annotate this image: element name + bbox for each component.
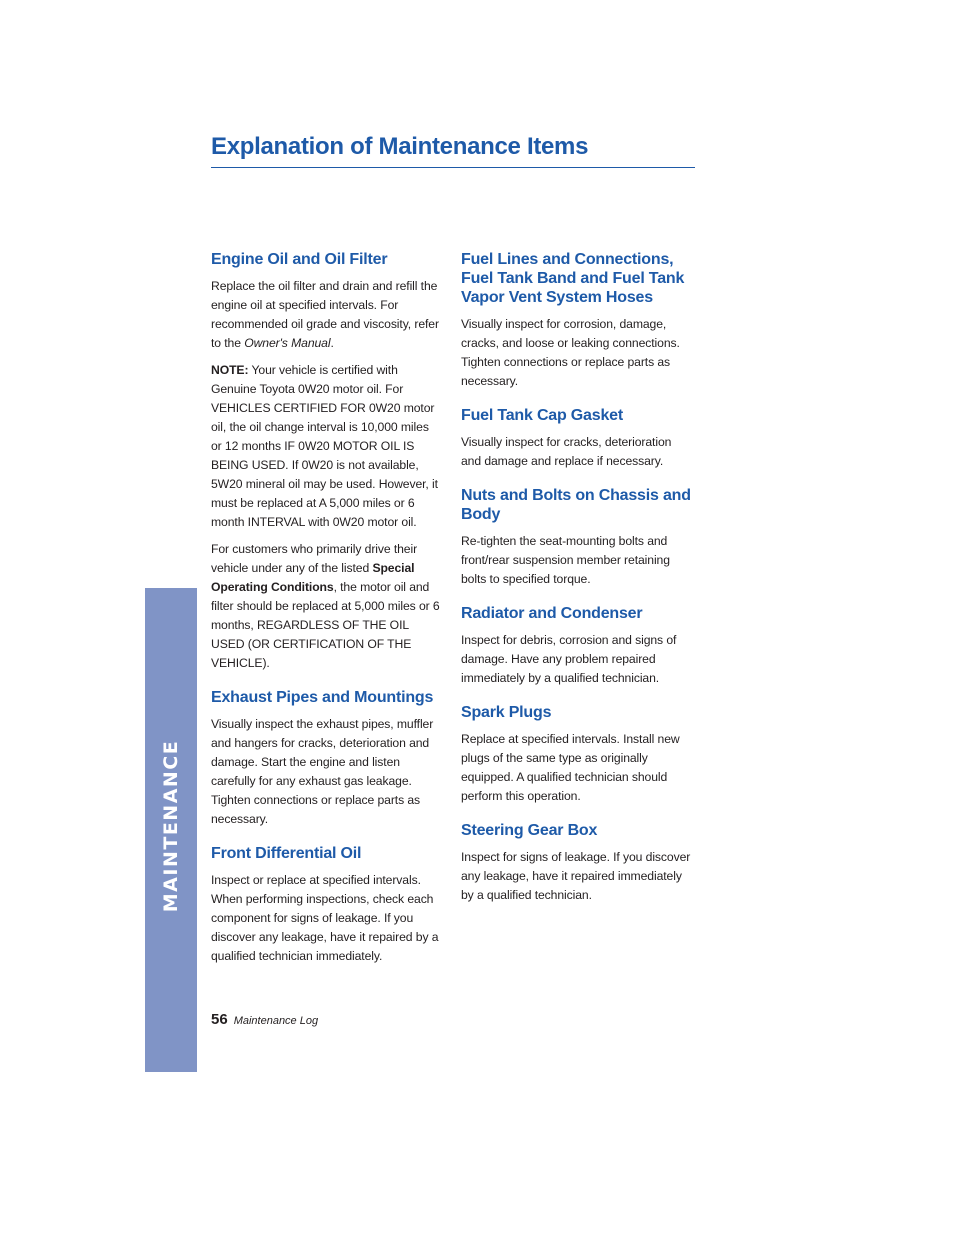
note-paragraph	[211, 361, 441, 532]
note-label: NOTE:	[211, 363, 249, 377]
section-paragraph: Inspect for signs of leakage. If you discover any leakage, have it repaired immediately by a qualified technician.	[461, 850, 691, 902]
paragraph-text: For customers who primarily drive their vehicle under any of the listed	[211, 542, 418, 575]
section-spark-plugs	[461, 703, 693, 806]
section-fuel-cap	[461, 406, 693, 471]
section-paragraph	[211, 540, 441, 673]
paragraph-text: , the motor oil and filter should be replaced at 5,000 miles or 6 months, REGARDLESS OF THE OIL USED (OR CERTIFICATION OF THE VEHICLE).	[211, 580, 440, 670]
page-title: Explanation of Maintenance Items	[211, 133, 589, 160]
section-nuts-bolts	[461, 486, 693, 589]
section-front-differential	[211, 844, 441, 966]
note-text: Your vehicle is certified with Genuine Toyota 0W20 motor oil. For VEHICLES CERTIFIED FOR 0W20 motor oil, the oil change interval is 10,000 miles or 12 months IF 0W20 MOTOR OIL IS BEING USED. If 0W20 is not available, 5W20 mineral oil may be used. However, it must be replaced at A 5,000 miles or 6 month INTERVAL with 0W20 motor oil.	[211, 363, 438, 529]
section-paragraph	[211, 277, 441, 353]
section-paragraph: Re-tighten the seat-mounting bolts and front/rear suspension member retaining bolts to specified torque.	[461, 534, 670, 586]
special-conditions-term: Special Operating Conditions	[211, 561, 415, 594]
section-paragraph: Inspect for debris, corrosion and signs of damage. Have any problem repaired immediately by a qualified technician.	[461, 633, 677, 685]
page-number: 56	[211, 1011, 228, 1028]
title-divider	[211, 167, 695, 168]
section-paragraph: Visually inspect for corrosion, damage, cracks, and loose or leaking connections. Tighten connections or replace parts as necessary.	[461, 317, 680, 388]
section-paragraph: Visually inspect the exhaust pipes, muffler and hangers for cracks, deterioration and damage. Start the engine and listen carefully for any exhaust gas leakage. Tighten connections or replace parts as necessary.	[211, 717, 434, 826]
paragraph-text: .	[330, 336, 334, 350]
footer-label: Maintenance Log	[233, 1015, 319, 1027]
section-paragraph: Replace at specified intervals. Install new plugs of the same type as originally equipped. A qualified technician should perform this operation.	[461, 732, 680, 803]
section-title: Fuel Lines and Connections, Fuel Tank Band and Fuel Tank Vapor Vent System Hoses	[461, 251, 685, 306]
section-fuel-lines	[461, 250, 693, 391]
section-steering	[461, 821, 693, 905]
section-engine-oil	[211, 250, 441, 673]
section-title: Steering Gear Box	[461, 822, 598, 839]
section-radiator	[461, 604, 693, 688]
section-exhaust	[211, 688, 441, 829]
right-column	[461, 250, 693, 920]
section-title: Front Differential Oil	[211, 845, 362, 862]
section-title: Fuel Tank Cap Gasket	[461, 407, 623, 424]
side-tab-label: MAINTENANCE	[160, 739, 182, 913]
section-paragraph: Visually inspect for cracks, deterioration and damage and replace if necessary.	[461, 435, 672, 468]
section-title: Radiator and Condenser	[461, 605, 643, 622]
section-paragraph: Inspect or replace at specified intervals. When performing inspections, check each component for signs of leakage. If you discover any leakage, have it repaired by a qualified technician immediately.	[211, 873, 439, 963]
section-title: Exhaust Pipes and Mountings	[211, 689, 434, 706]
section-title: Engine Oil and Oil Filter	[211, 251, 388, 268]
manual-reference: Owner's Manual	[244, 336, 331, 350]
paragraph-text: Replace the oil filter and drain and refill the engine oil at specified intervals. For recommended oil grade and viscosity, refer to the	[211, 279, 439, 350]
section-title: Spark Plugs	[461, 704, 552, 721]
section-title: Nuts and Bolts on Chassis and Body	[461, 487, 691, 523]
page-footer	[211, 1011, 318, 1029]
left-column	[211, 250, 441, 981]
